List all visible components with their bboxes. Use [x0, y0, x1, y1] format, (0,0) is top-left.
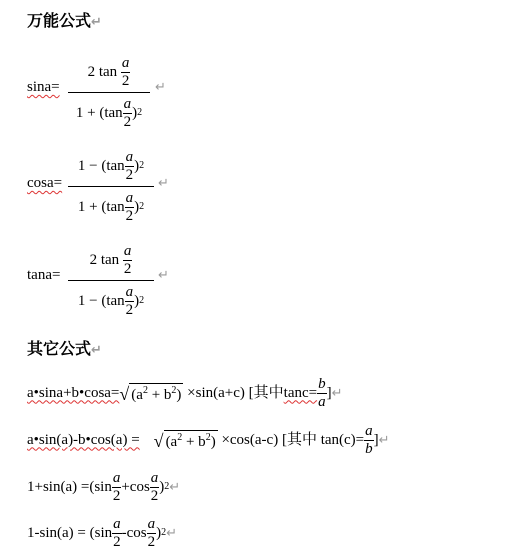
paragraph-mark: ↵	[166, 525, 178, 541]
tan-numerator: 2 tan $\frac{a}{2}$	[89, 242, 132, 277]
sqrt-expression: √ $(a^2 + b^2)$	[153, 431, 216, 451]
cos-numerator: 1 − (tan $\frac{a}{2}$ ) 2	[77, 148, 145, 183]
heading-universal-formulas: 万能公式↵	[27, 11, 102, 30]
paragraph-mark: ↵	[158, 176, 169, 191]
auxiliary-angle-formula-1: a•sina+b•cosa= √ $(a^2 + b^2)$ ×sin(a+c) [其中 tanc= $\frac{b}{a}$ ] ↵	[27, 375, 343, 410]
tan-formula-fraction	[68, 240, 154, 321]
sqrt-expression: √ $(a^2 + b^2)$	[119, 384, 182, 404]
sin-formula-label: sina=	[27, 79, 60, 95]
sin-denominator: 1 + (tan $\frac{a}{2}$ ) 2	[75, 95, 143, 130]
auxiliary-angle-formula-2: a•sin(a)-b•cos(a) = √ $(a^2 + b^2)$ ×cos(a-c) [其中 tan(c)= $\frac{a}{b}$ ] ↵	[27, 422, 390, 457]
paragraph-mark: ↵	[155, 80, 166, 95]
cos-formula-fraction	[68, 146, 154, 227]
paragraph-mark: ↵	[91, 343, 102, 358]
tan-formula-label: tana=	[27, 267, 61, 283]
sin-numerator: 2 tan $\frac{a}{2}$	[87, 54, 130, 89]
paragraph-mark: ↵	[91, 15, 102, 30]
paragraph-mark: ↵	[331, 385, 343, 401]
tan-denominator: 1 − (tan $\frac{a}{2}$ ) 2	[77, 283, 145, 318]
paragraph-mark: ↵	[169, 479, 181, 495]
one-minus-sin-formula: 1-sin(a) = (sin $\frac{a}{2}$ -cos $\frac{a}{2}$ ) 2 ↵	[27, 515, 178, 550]
cos-formula-label: cosa=	[27, 175, 63, 191]
cos-denominator: 1 + (tan $\frac{a}{2}$ ) 2	[77, 189, 145, 224]
sin-formula-fraction	[68, 52, 150, 133]
one-plus-sin-formula: 1+sin(a) =(sin $\frac{a}{2}$ +cos $\frac{a}{2}$ ) 2 ↵	[27, 469, 181, 504]
paragraph-mark: ↵	[378, 432, 390, 448]
heading-other-formulas: 其它公式↵	[27, 339, 102, 358]
paragraph-mark: ↵	[158, 268, 169, 283]
